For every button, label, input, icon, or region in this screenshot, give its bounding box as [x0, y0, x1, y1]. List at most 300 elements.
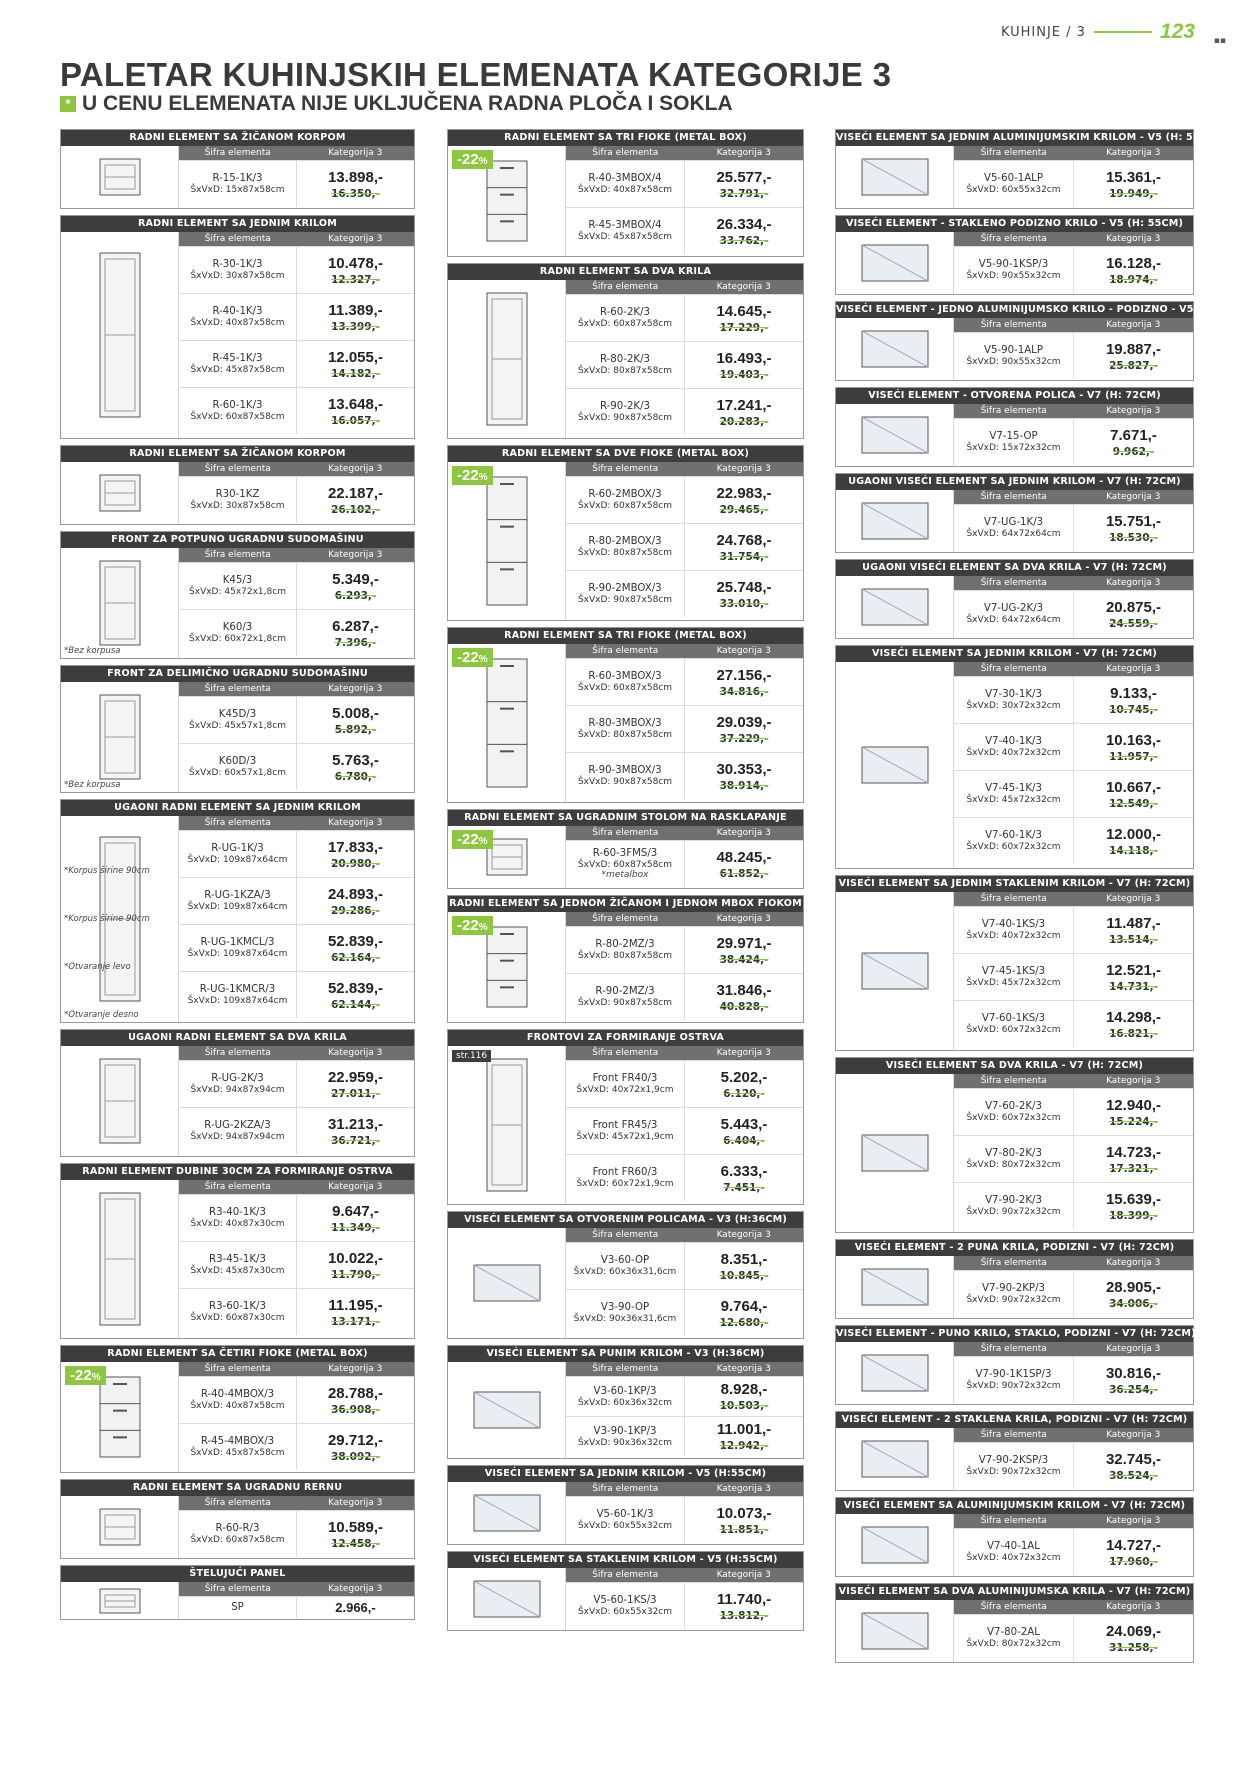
product-dimensions: ŠxVxD: 90x55x32cm: [966, 271, 1061, 281]
column-header-category: Kategorija 3: [328, 550, 383, 560]
product-image: [448, 1362, 566, 1458]
product-dimensions: ŠxVxD: 30x72x32cm: [966, 701, 1061, 711]
old-price: 20.980,-: [331, 857, 380, 870]
product-dimensions: ŠxVxD: 60x72x32cm: [966, 1025, 1061, 1035]
product-code: V3-60-1KP/3: [593, 1385, 657, 1397]
price-cell: [297, 563, 414, 609]
product-code-cell: [566, 1377, 685, 1416]
product-block: [835, 1325, 1194, 1405]
product-code: R-40-4MBOX/3: [200, 1389, 275, 1400]
product-code: R-UG-1KZA/3: [204, 890, 271, 901]
block-title: VISEĆI ELEMENT - PUNO KRILO, STAKLO, PODIZNI - V7 (H: 72CM): [836, 1326, 1193, 1342]
current-price: 5.202,-: [720, 1068, 768, 1086]
price-cell: [1074, 419, 1193, 465]
product-code-cell: [566, 753, 685, 799]
product-dimensions: ŠxVxD: 15x87x58cm: [190, 185, 285, 195]
product-image: [448, 146, 566, 256]
old-price: 6.780,-: [334, 770, 377, 783]
product-code: R-UG-1K/3: [211, 843, 264, 854]
product-block: [60, 1345, 415, 1473]
product-dimensions: ŠxVxD: 60x72x32cm: [966, 1113, 1061, 1123]
price-cell: [685, 1155, 803, 1201]
product-code-cell: [566, 659, 685, 705]
product-code: R-60-R/3: [215, 1523, 260, 1534]
column-header-category: Kategorija 3: [328, 818, 383, 828]
product-code: R-40-1K/3: [212, 306, 263, 317]
product-dimensions: ŠxVxD: 80x87x58cm: [577, 730, 673, 740]
table-header: [954, 232, 1193, 246]
price-cell: [685, 1417, 803, 1456]
product-code-cell: [954, 771, 1074, 817]
price-cell: [685, 753, 803, 799]
old-price: 12.942,-: [719, 1440, 769, 1452]
table-row: [179, 1288, 414, 1335]
product-code: R-45-4MBOX/3: [200, 1436, 275, 1447]
product-code: K60D/3: [218, 756, 257, 767]
column-header-category: Kategorija 3: [328, 1498, 383, 1508]
column-header-code: Šifra elementa: [204, 148, 271, 158]
product-code: V7-60-1K/3: [985, 830, 1042, 841]
product-code-cell: [179, 925, 297, 971]
table-row: [954, 504, 1193, 551]
table-row: [954, 1135, 1193, 1182]
table-header: [566, 146, 803, 160]
current-price: 5.349,-: [332, 570, 379, 588]
old-price: 11.851,-: [719, 1523, 769, 1536]
product-block: [835, 215, 1194, 295]
current-price: 28.905,-: [1105, 1278, 1162, 1296]
old-price: 15.224,-: [1109, 1115, 1158, 1128]
product-dimensions: ŠxVxD: 45x87x58cm: [190, 365, 285, 375]
old-price: 17.229,-: [719, 321, 769, 334]
product-code-cell: [179, 161, 297, 207]
table-header: [179, 1496, 414, 1510]
old-price: 11.349,-: [331, 1221, 380, 1234]
product-block: [60, 1029, 415, 1157]
table-header: [566, 1482, 803, 1496]
old-price: 16.057,-: [331, 414, 380, 427]
table-row: [566, 160, 803, 207]
product-code: V3-90-OP: [600, 1302, 650, 1313]
product-code: V5-90-1ALP: [983, 345, 1044, 356]
table-row: [179, 971, 414, 1018]
column-header-category: Kategorija 3: [716, 1230, 771, 1240]
price-cell: [297, 744, 414, 790]
block-title: VISEĆI ELEMENT SA JEDNIM KRILOM - V7 (H: 72CM): [836, 646, 1193, 662]
product-image: [448, 462, 566, 620]
product-dimensions: ŠxVxD: 80x87x58cm: [577, 548, 673, 558]
product-image: [61, 1582, 179, 1619]
product-block: [60, 215, 415, 439]
column-header-code: Šifra elementa: [592, 148, 659, 158]
current-price: 9.647,-: [332, 1202, 379, 1220]
current-price: 12.055,-: [327, 348, 384, 366]
product-dimensions: ŠxVxD: 45x87x58cm: [190, 1448, 285, 1458]
table-row: [954, 906, 1193, 953]
product-code: R30-1KZ: [215, 489, 260, 500]
product-code: V3-60-OP: [600, 1255, 650, 1266]
product-image: [61, 1046, 179, 1156]
old-price: 26.102,-: [331, 503, 380, 516]
product-code-cell: [566, 1061, 685, 1107]
column-header-code: Šifra elementa: [592, 1230, 659, 1240]
current-price: 14.727,-: [1105, 1536, 1162, 1554]
current-price: 11.487,-: [1106, 914, 1161, 932]
product-code: R-UG-2KZA/3: [204, 1120, 271, 1131]
column-header-code: Šifra elementa: [204, 1364, 271, 1374]
current-price: 8.351,-: [720, 1250, 768, 1268]
table-row: [179, 476, 414, 523]
discount-badge: [452, 648, 493, 667]
product-dimensions: ŠxVxD: 90x72x32cm: [966, 1295, 1061, 1305]
product-dimensions: ŠxVxD: 40x72x32cm: [966, 748, 1061, 758]
percent-icon: %: [91, 1372, 101, 1383]
block-note: *Bez korpusa: [64, 646, 121, 656]
price-cell: [297, 477, 414, 523]
table-row: [179, 340, 414, 387]
current-price: 17.833,-: [327, 838, 384, 856]
subtitle-text: U CENU ELEMENATA NIJE UKLJUČENA RADNA PLOČA I SOKLA: [82, 92, 733, 115]
current-price: 2.966,-: [335, 1600, 376, 1615]
column-header-category: Kategorija 3: [716, 1570, 771, 1580]
product-code: V7-30-1K/3: [985, 689, 1042, 700]
current-price: 14.645,-: [716, 302, 772, 320]
product-dimensions: ŠxVxD: 45x72x32cm: [966, 978, 1061, 988]
product-image: [448, 644, 566, 802]
product-dimensions: ŠxVxD: 60x87x58cm: [190, 412, 285, 422]
block-title: UGAONI RADNI ELEMENT SA JEDNIM KRILOM: [61, 800, 414, 816]
product-block: [447, 445, 804, 621]
product-dimensions: ŠxVxD: 60x87x58cm: [577, 319, 673, 329]
old-price: 14.731,-: [1109, 980, 1158, 993]
product-code: V7-80-2AL: [987, 1627, 1040, 1638]
column-header-category: Kategorija 3: [1106, 320, 1161, 330]
price-cell: [1074, 724, 1193, 770]
product-code: V7-15-OP: [989, 431, 1038, 442]
block-title: VISEĆI ELEMENT SA JEDNIM STAKLENIM KRILOM - V7 (H: 72CM): [836, 876, 1193, 892]
table-header: [954, 1256, 1193, 1270]
table-row: [179, 293, 414, 340]
product-block: [447, 1211, 804, 1339]
table-row: [566, 658, 803, 705]
current-price: 9.133,-: [1110, 684, 1157, 702]
product-code: R-90-2MZ/3: [595, 986, 655, 997]
product-code-cell: [179, 563, 297, 609]
product-code: R-60-2K/3: [599, 307, 651, 318]
discount-value: -22: [457, 467, 479, 484]
product-code-cell: [566, 342, 685, 388]
old-price: 6.293,-: [334, 589, 377, 602]
table-row: [179, 877, 414, 924]
table-row: [954, 1442, 1193, 1489]
percent-icon: %: [478, 654, 488, 665]
product-code-cell: [954, 1089, 1074, 1135]
column-header-category: Kategorija 3: [328, 464, 383, 474]
column-header-category: Kategorija 3: [716, 914, 771, 924]
table-header: [179, 548, 414, 562]
product-code: R-UG-1KMCR/3: [199, 984, 276, 995]
old-price: 10.745,-: [1109, 703, 1158, 716]
column-header-code: Šifra elementa: [980, 1344, 1047, 1354]
old-price: 13.399,-: [331, 320, 380, 333]
current-price: 5.443,-: [720, 1115, 768, 1133]
current-price: 10.589,-: [327, 1518, 384, 1536]
block-title: VISEĆI ELEMENT SA JEDNIM ALUMINIJUMSKIM KRILOM - V5 (H: 55CM): [836, 130, 1193, 146]
product-dimensions: ŠxVxD: 80x72x32cm: [966, 1639, 1061, 1649]
product-dimensions: ŠxVxD: 90x72x32cm: [966, 1381, 1061, 1391]
product-dimensions: ŠxVxD: 45x72x32cm: [966, 795, 1061, 805]
product-code: V5-60-1K/3: [596, 1509, 654, 1520]
product-code-cell: [566, 1583, 685, 1629]
row-note: *Korpus širine 90cm: [64, 866, 150, 876]
product-dimensions: ŠxVxD: 30x87x58cm: [190, 501, 285, 511]
table-row: [954, 1182, 1193, 1229]
product-block: [60, 665, 415, 793]
product-code-cell: [179, 294, 297, 340]
product-code: Front FR45/3: [592, 1120, 658, 1131]
price-cell: [685, 161, 803, 207]
price-cell: [685, 295, 803, 341]
column-header-category: Kategorija 3: [716, 464, 771, 474]
price-cell: [297, 878, 414, 924]
product-dimensions: ŠxVxD: 60x87x30cm: [190, 1313, 285, 1323]
product-code-cell: [566, 1417, 685, 1456]
current-price: 8.928,-: [720, 1381, 768, 1398]
page-reference: str.116: [452, 1050, 491, 1062]
column-header-code: Šifra elementa: [592, 828, 659, 838]
product-code-cell: [954, 1357, 1074, 1403]
current-price: 10.478,-: [327, 254, 384, 272]
product-block: [60, 799, 415, 1023]
product-dimensions: ŠxVxD: 90x72x32cm: [966, 1467, 1061, 1477]
block-title: VISEĆI ELEMENT - STAKLENO PODIZNO KRILO - V5 (H: 55CM): [836, 216, 1193, 232]
column-header-category: Kategorija 3: [1106, 406, 1161, 416]
product-code-cell: [954, 1271, 1074, 1317]
column-header-code: Šifra elementa: [592, 646, 659, 656]
table-row: [179, 1596, 414, 1618]
product-image: [836, 404, 954, 466]
current-price: 7.671,-: [1110, 426, 1157, 444]
product-image: [836, 1600, 954, 1662]
product-code-cell: [954, 954, 1074, 1000]
product-code: SP: [231, 1602, 244, 1613]
product-image: [61, 682, 179, 792]
product-dimensions: ŠxVxD: 45x72x1,9cm: [576, 1132, 674, 1142]
product-code-cell: [179, 697, 297, 743]
product-block: [835, 387, 1194, 467]
product-image: [836, 576, 954, 638]
product-code-cell: [566, 208, 685, 254]
old-price: 9.962,-: [1112, 445, 1155, 458]
column-header-code: Šifra elementa: [980, 320, 1047, 330]
column-header-code: Šifra elementa: [980, 234, 1047, 244]
table-header: [954, 404, 1193, 418]
block-title: VISEĆI ELEMENT SA DVA ALUMINIJUMSKA KRILA - V7 (H: 72CM): [836, 1584, 1193, 1600]
product-image: [61, 232, 179, 438]
table-row: [954, 817, 1193, 864]
column-header-code: Šifra elementa: [980, 406, 1047, 416]
price-cell: [297, 247, 414, 293]
product-block: [60, 129, 415, 209]
discount-badge: [452, 830, 493, 849]
table-header: [566, 1568, 803, 1582]
current-price: 9.764,-: [720, 1297, 768, 1315]
old-price: 40.828,-: [719, 1000, 769, 1013]
table-header: [954, 1600, 1193, 1614]
current-price: 16.493,-: [716, 349, 772, 367]
product-code: K60/3: [222, 622, 253, 633]
table-row: [954, 723, 1193, 770]
block-title: VISEĆI ELEMENT - JEDNO ALUMINIJUMSKO KRILO - PODIZNO - V5 (H: 55CM): [836, 302, 1193, 318]
price-cell: [297, 1108, 414, 1154]
table-row: [179, 743, 414, 790]
old-price: 38.092,-: [331, 1450, 380, 1463]
product-dimensions: ŠxVxD: 15x72x32cm: [966, 443, 1061, 453]
column-1: [60, 129, 415, 1626]
table-row: [954, 1528, 1193, 1575]
price-cell: [297, 1195, 414, 1241]
product-dimensions: ŠxVxD: 80x87x58cm: [577, 951, 673, 961]
product-image: [448, 1568, 566, 1630]
old-price: 38.914,-: [719, 779, 769, 792]
price-cell: [1074, 333, 1193, 379]
current-price: 12.521,-: [1105, 961, 1162, 979]
table-row: [954, 1088, 1193, 1135]
product-dimensions: ŠxVxD: 45x87x58cm: [577, 232, 673, 242]
product-code: V3-90-1KP/3: [593, 1425, 657, 1437]
product-dimensions: ŠxVxD: 60x72x1,8cm: [189, 634, 286, 644]
product-dimensions: ŠxVxD: 64x72x64cm: [966, 615, 1061, 625]
column-header-category: Kategorija 3: [1106, 1430, 1161, 1440]
product-code-cell: [179, 610, 297, 656]
column-header-code: Šifra elementa: [204, 550, 271, 560]
table-row: [566, 1496, 803, 1543]
price-cell: [297, 341, 414, 387]
product-block: [447, 809, 804, 889]
column-header-category: Kategorija 3: [328, 1584, 383, 1594]
asterisk-icon: *: [60, 96, 76, 112]
product-dimensions: ŠxVxD: 109x87x64cm: [187, 902, 288, 912]
block-title: FRONT ZA POTPUNO UGRADNU SUDOMAŠINU: [61, 532, 414, 548]
product-image: [61, 816, 179, 1022]
product-code: R-60-2MBOX/3: [588, 489, 662, 500]
price-cell: [1074, 591, 1193, 637]
product-code-cell: [566, 1497, 685, 1543]
current-price: 32.745,-: [1105, 1450, 1162, 1468]
column-header-category: Kategorija 3: [328, 1182, 383, 1192]
price-cell: [1074, 1443, 1193, 1489]
product-code: V5-60-1ALP: [983, 173, 1044, 184]
old-price: 62.144,-: [331, 998, 380, 1011]
product-block: [835, 301, 1253, 381]
product-dimensions: ŠxVxD: 64x72x64cm: [966, 529, 1061, 539]
product-dimensions: ŠxVxD: 60x87x58cm: [190, 1535, 285, 1545]
price-cell: [1074, 1136, 1193, 1182]
column-header-category: Kategorija 3: [1106, 578, 1161, 588]
table-header: [954, 662, 1193, 676]
product-block: [447, 1345, 804, 1459]
table-header: [566, 826, 803, 840]
current-price: 48.245,-: [716, 848, 772, 866]
old-price: 6.404,-: [723, 1134, 765, 1147]
product-image: [448, 912, 566, 1022]
current-price: 16.128,-: [1105, 254, 1162, 272]
price-cell: [1074, 1615, 1193, 1661]
product-dimensions: ŠxVxD: 60x55x32cm: [577, 1607, 673, 1617]
old-price: 7.451,-: [723, 1181, 765, 1194]
old-price: 33.762,-: [719, 234, 769, 247]
block-title: VISEĆI ELEMENT - 2 PUNA KRILA, PODIZNI - V7 (H: 72CM): [836, 1240, 1193, 1256]
column-header-code: Šifra elementa: [980, 492, 1047, 502]
product-code-cell: [954, 505, 1074, 551]
current-price: 15.639,-: [1105, 1190, 1162, 1208]
product-code-cell: [954, 419, 1074, 465]
discount-badge: [65, 1366, 106, 1385]
table-header: [954, 1428, 1193, 1442]
product-code: V7-45-1K/3: [985, 783, 1042, 794]
price-cell: [685, 208, 803, 254]
price-cell: [685, 974, 803, 1020]
product-block: [60, 1479, 415, 1559]
price-cell: [685, 1243, 803, 1289]
old-price: 31.258,-: [1109, 1641, 1158, 1654]
product-dimensions: ŠxVxD: 90x87x58cm: [577, 777, 673, 787]
product-code-cell: [954, 333, 1074, 379]
product-dimensions: ŠxVxD: 30x87x58cm: [190, 271, 285, 281]
price-cell: [1074, 1183, 1193, 1229]
price-cell: [297, 1597, 414, 1618]
price-cell: [297, 1424, 414, 1470]
current-price: 10.073,-: [716, 1504, 772, 1522]
product-image: [448, 1046, 566, 1204]
price-cell: [297, 294, 414, 340]
table-header: [566, 462, 803, 476]
product-dimensions: ŠxVxD: 90x72x32cm: [966, 1207, 1061, 1217]
column-header-code: Šifra elementa: [592, 282, 659, 292]
product-dimensions: ŠxVxD: 40x72x32cm: [966, 1553, 1061, 1563]
corner-mark-icon: ▪▪: [1213, 36, 1226, 46]
product-code: R-45-3MBOX/4: [588, 220, 662, 231]
table-row: [566, 294, 803, 341]
discount-value: -22: [457, 649, 479, 666]
old-price: 12.680,-: [719, 1316, 769, 1329]
current-price: 29.712,-: [327, 1431, 384, 1449]
product-dimensions: ŠxVxD: 45x57x1,8cm: [189, 721, 286, 731]
price-cell: [297, 1377, 414, 1423]
table-row: [566, 207, 803, 254]
product-code-cell: [566, 1243, 685, 1289]
column-header-category: Kategorija 3: [328, 148, 383, 158]
price-cell: [685, 841, 803, 887]
percent-icon: %: [478, 156, 488, 167]
table-row: [954, 1000, 1193, 1047]
product-image: [836, 1342, 954, 1404]
table-row: [179, 1510, 414, 1557]
table-row: [179, 830, 414, 877]
table-row: [179, 1241, 414, 1288]
product-code: V7-UG-2K/3: [983, 603, 1044, 614]
product-block: [835, 645, 1194, 869]
product-code: R-30-1K/3: [212, 259, 263, 270]
product-dimensions: ŠxVxD: 60x87x58cm: [577, 860, 673, 870]
price-cell: [685, 1290, 803, 1336]
table-header: [566, 1362, 803, 1376]
old-price: 36.908,-: [331, 1403, 380, 1416]
old-price: 18.530,-: [1109, 531, 1158, 544]
table-row: [954, 770, 1193, 817]
table-row: [179, 387, 414, 434]
product-code-cell: [954, 818, 1074, 864]
